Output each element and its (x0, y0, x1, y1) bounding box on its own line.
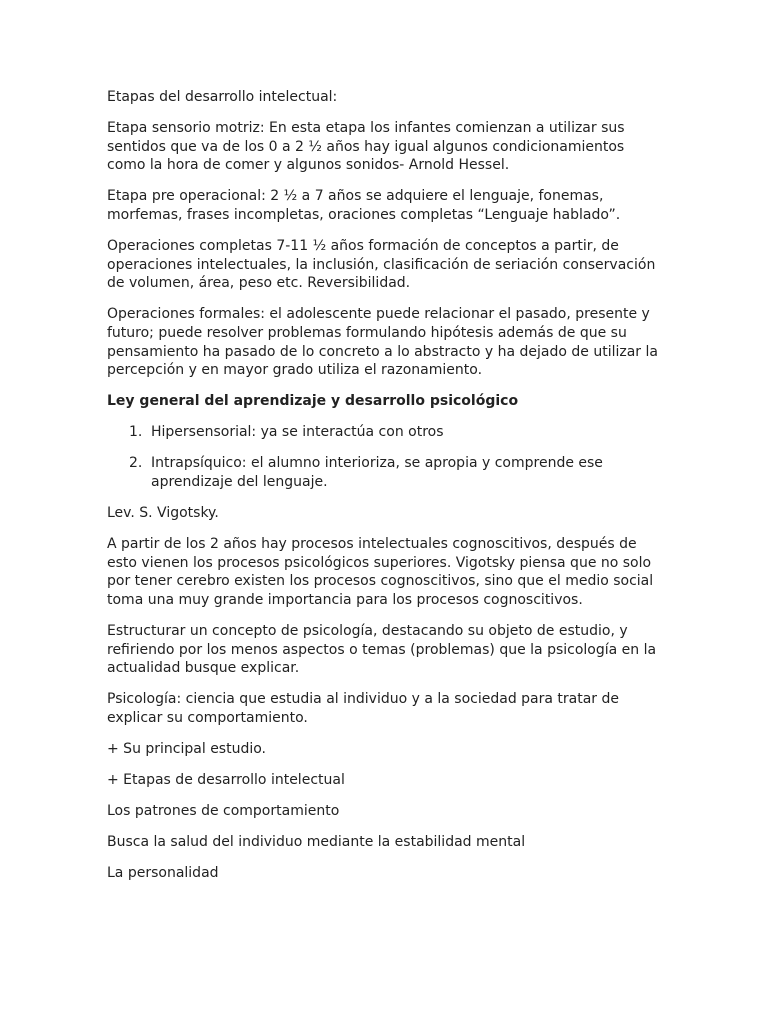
list-item (107, 454, 667, 491)
stage-paragraph-formal-operations: Operaciones formales: el adolescente puede relacionar el pasado, presente y futuro; puede resolver problemas formulando hipótesis además de que su pensamiento ha pasado de lo concreto a lo abstracto y ha dejado de utilizar la percepción y en mayor grado utiliza el razonamiento. (107, 306, 658, 379)
list-item (107, 423, 667, 442)
note-line: Los patrones de comportamiento (107, 803, 340, 820)
definition-paragraph: Psicología: ciencia que estudia al individuo y a la sociedad para tratar de explicar su comportamiento. (107, 691, 620, 726)
author-line: Lev. S. Vigotsky. (107, 505, 219, 522)
list-item-text: Hipersensorial: ya se interactúa con otros (151, 424, 444, 441)
stage-paragraph-concrete-operations: Operaciones completas 7-11 ½ años formación de conceptos a partir, de operaciones intelectuales, la inclusión, clasificación de seriación conservación de volumen, área, peso etc. Reversibilidad. (107, 238, 656, 292)
list-item-number: 1. (129, 424, 143, 441)
stage-paragraph-sensorimotor: Etapa sensorio motriz: En esta etapa los infantes comienzan a utilizar sus sentidos que va de los 0 a 2 ½ años hay igual algunos condicionamientos como la hora de comer y algunos sonidos- Arnold Hessel. (107, 120, 625, 174)
section-heading: Ley general del aprendizaje y desarrollo psicológico (107, 393, 519, 410)
list-item-number: 2. (129, 455, 143, 472)
note-line: + Etapas de desarrollo intelectual (107, 772, 345, 789)
assignment-paragraph: Estructurar un concepto de psicología, destacando su objeto de estudio, y refiriendo por los menos aspectos o temas (problemas) que la psicología en la actualidad busque explicar. (107, 623, 657, 677)
list-item-text: Intrapsíquico: el alumno interioriza, se apropia y comprende ese aprendizaje del lenguaje. (151, 455, 603, 490)
document-page (107, 88, 667, 896)
vigotsky-paragraph: A partir de los 2 años hay procesos intelectuales cognoscitivos, después de esto vienen los procesos psicológicos superiores. Vigotsky piensa que no solo por tener cerebro existen los procesos cognoscitivos, sino que el medio social toma una muy grande importancia para los procesos cognoscitivos. (107, 536, 654, 608)
law-list (107, 423, 667, 491)
note-line: Busca la salud del individuo mediante la estabilidad mental (107, 834, 526, 851)
note-line: La personalidad (107, 865, 219, 882)
stage-paragraph-preoperational: Etapa pre operacional: 2 ½ a 7 años se adquiere el lenguaje, fonemas, morfemas, frases incompletas, oraciones completas “Lenguaje hablado”. (107, 188, 621, 223)
note-line: + Su principal estudio. (107, 741, 267, 758)
intro-paragraph: Etapas del desarrollo intelectual: (107, 89, 338, 105)
